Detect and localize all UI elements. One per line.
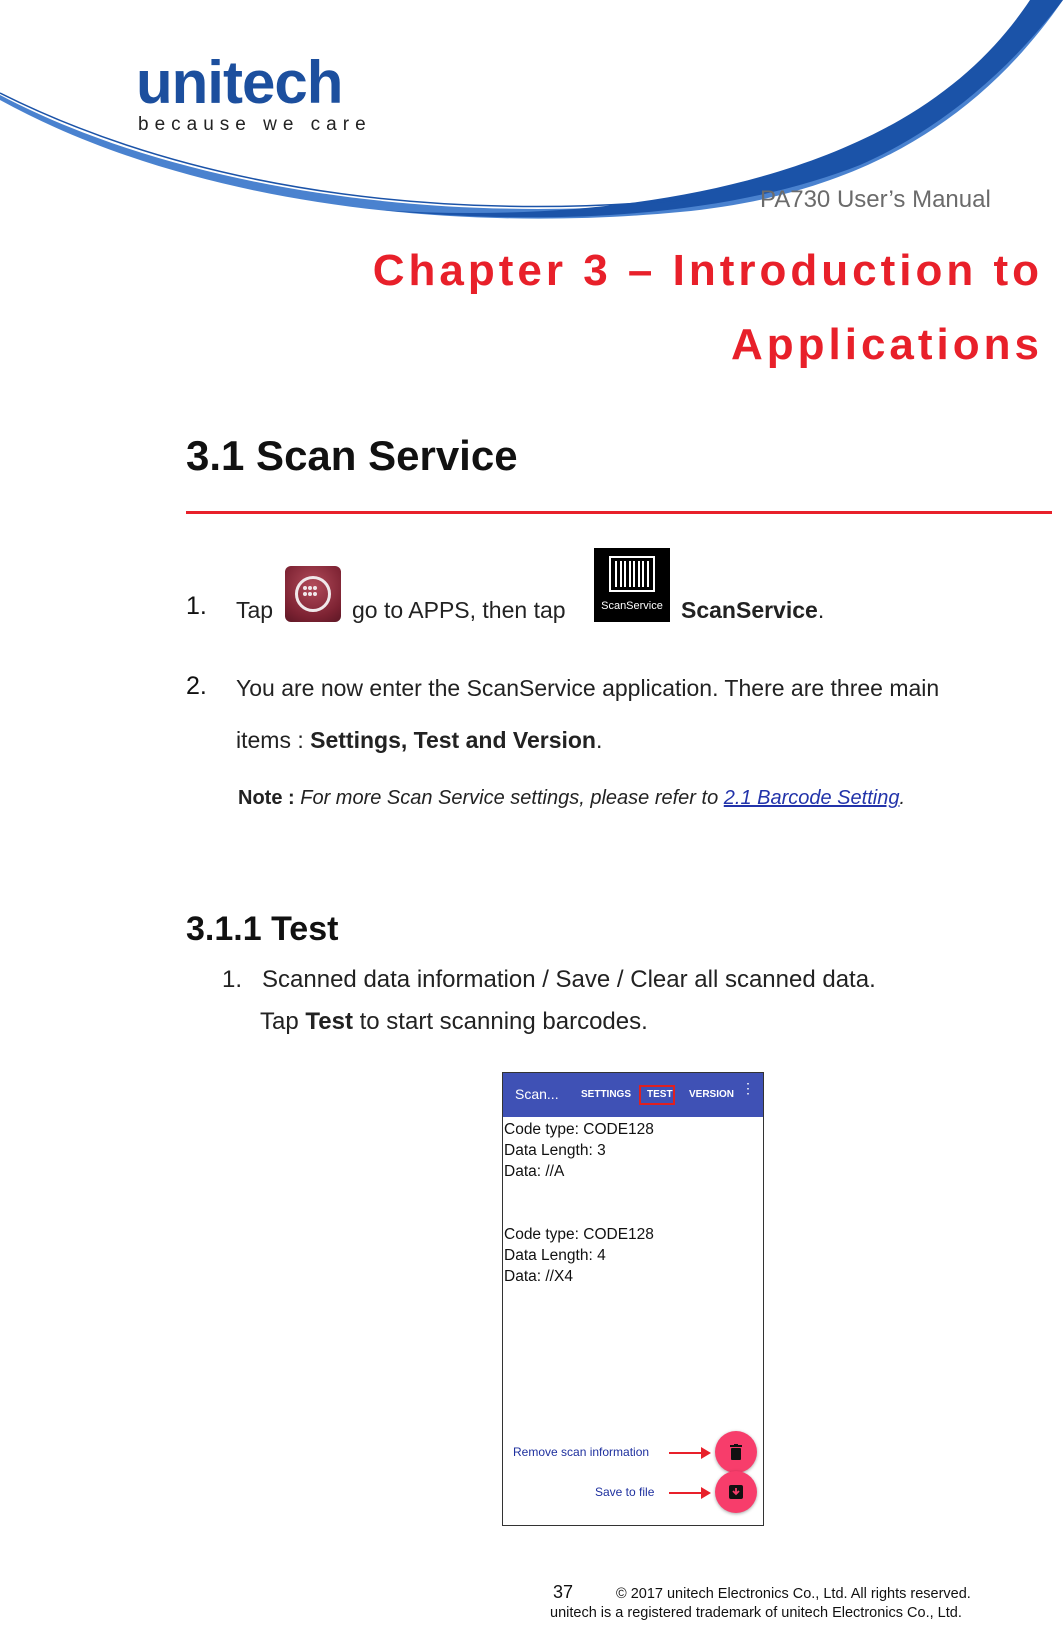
note-label: Note :: [238, 787, 295, 809]
step-2-line2-post: .: [596, 727, 603, 753]
record-data-label: Data:: [504, 1163, 542, 1180]
test-item-number: 1.: [222, 966, 243, 993]
test-item2-bold: Test: [305, 1008, 353, 1035]
record-length-value: 4: [592, 1247, 606, 1264]
record-type-label: Code type:: [504, 1121, 579, 1138]
page-number: 37: [553, 1582, 574, 1602]
record-data-value: //A: [541, 1163, 565, 1180]
tab-settings[interactable]: SETTINGS: [581, 1089, 632, 1100]
trash-icon: [729, 1444, 743, 1460]
test-item-2: [260, 1008, 648, 1036]
step-2-line1: You are now enter the ScanService application. There are three main: [236, 675, 940, 701]
manual-title: PA730 User’s Manual: [760, 186, 991, 213]
step-1-bold: ScanService: [681, 597, 818, 623]
step-2-line2-bold: Settings, Test and Version: [310, 727, 596, 753]
remove-scan-label: Remove scan information: [513, 1445, 650, 1459]
record-length-label: Data Length:: [504, 1142, 593, 1159]
footer-copyright: © 2017 unitech Electronics Co., Ltd. All rights reserved.: [616, 1586, 971, 1602]
record-type-value: CODE128: [578, 1121, 654, 1138]
save-file-label: Save to file: [595, 1485, 655, 1499]
scan-record-1: [504, 1119, 654, 1182]
record-data-value: //X4: [541, 1268, 573, 1285]
section-divider: [186, 511, 1052, 514]
remove-scan-button[interactable]: [715, 1431, 757, 1473]
step-2-number: 2.: [186, 672, 207, 700]
test-item2-post: to start scanning barcodes.: [352, 1008, 648, 1035]
arrow-to-remove: [669, 1452, 709, 1454]
record-length-label: Data Length:: [504, 1247, 593, 1264]
section-title: 3.1 Scan Service: [186, 432, 518, 479]
step-2-line2-pre: items :: [236, 727, 311, 753]
unitech-logo: [136, 49, 372, 136]
save-icon: [728, 1485, 744, 1499]
note: [238, 787, 905, 810]
barcode-scanservice-icon: [594, 548, 670, 622]
app-bar: [503, 1073, 763, 1117]
logo-word: unitech: [136, 49, 343, 116]
scan-record-2: [504, 1224, 654, 1287]
app-title: Scan...: [515, 1086, 559, 1102]
arrow-to-save: [669, 1492, 709, 1494]
note-post: .: [899, 787, 906, 809]
save-to-file-button[interactable]: [715, 1471, 757, 1513]
test-item-1: [222, 966, 876, 994]
tab-test[interactable]: TEST: [647, 1089, 673, 1100]
tab-version[interactable]: VERSION: [689, 1089, 735, 1100]
subsection-title: 3.1.1 Test: [186, 910, 339, 948]
footer-trademark: unitech is a registered trademark of unitech Electronics Co., Ltd.: [550, 1605, 962, 1621]
phone-screenshot: [502, 1072, 764, 1526]
record-length-value: 3: [592, 1142, 606, 1159]
chapter-title-line1: Chapter 3 – Introduction to: [372, 246, 1043, 295]
apps-grid-icon: [285, 566, 341, 622]
step-1-mid: go to APPS, then tap: [352, 597, 566, 623]
chapter-title-line2: Applications: [730, 320, 1043, 369]
test-item-text: Scanned data information / Save / Clear all scanned data.: [262, 966, 876, 993]
record-type-label: Code type:: [504, 1226, 579, 1243]
logo-tagline: because we care: [138, 114, 372, 135]
test-tab-highlight: [639, 1085, 675, 1105]
scanservice-icon-label: ScanService: [601, 600, 663, 612]
record-type-value: CODE128: [578, 1226, 654, 1243]
note-text: For more Scan Service settings, please refer to: [300, 787, 719, 809]
step-1-post: .: [817, 597, 825, 623]
step-1-pre: Tap: [236, 597, 274, 623]
test-item2-pre: Tap: [260, 1008, 306, 1035]
barcode-setting-link[interactable]: 2.1 Barcode Setting: [723, 787, 900, 809]
overflow-menu-icon[interactable]: ⋮: [741, 1080, 755, 1096]
step-1-number: 1.: [186, 592, 207, 620]
record-data-label: Data:: [504, 1268, 542, 1285]
barcode-icon: [609, 556, 655, 592]
